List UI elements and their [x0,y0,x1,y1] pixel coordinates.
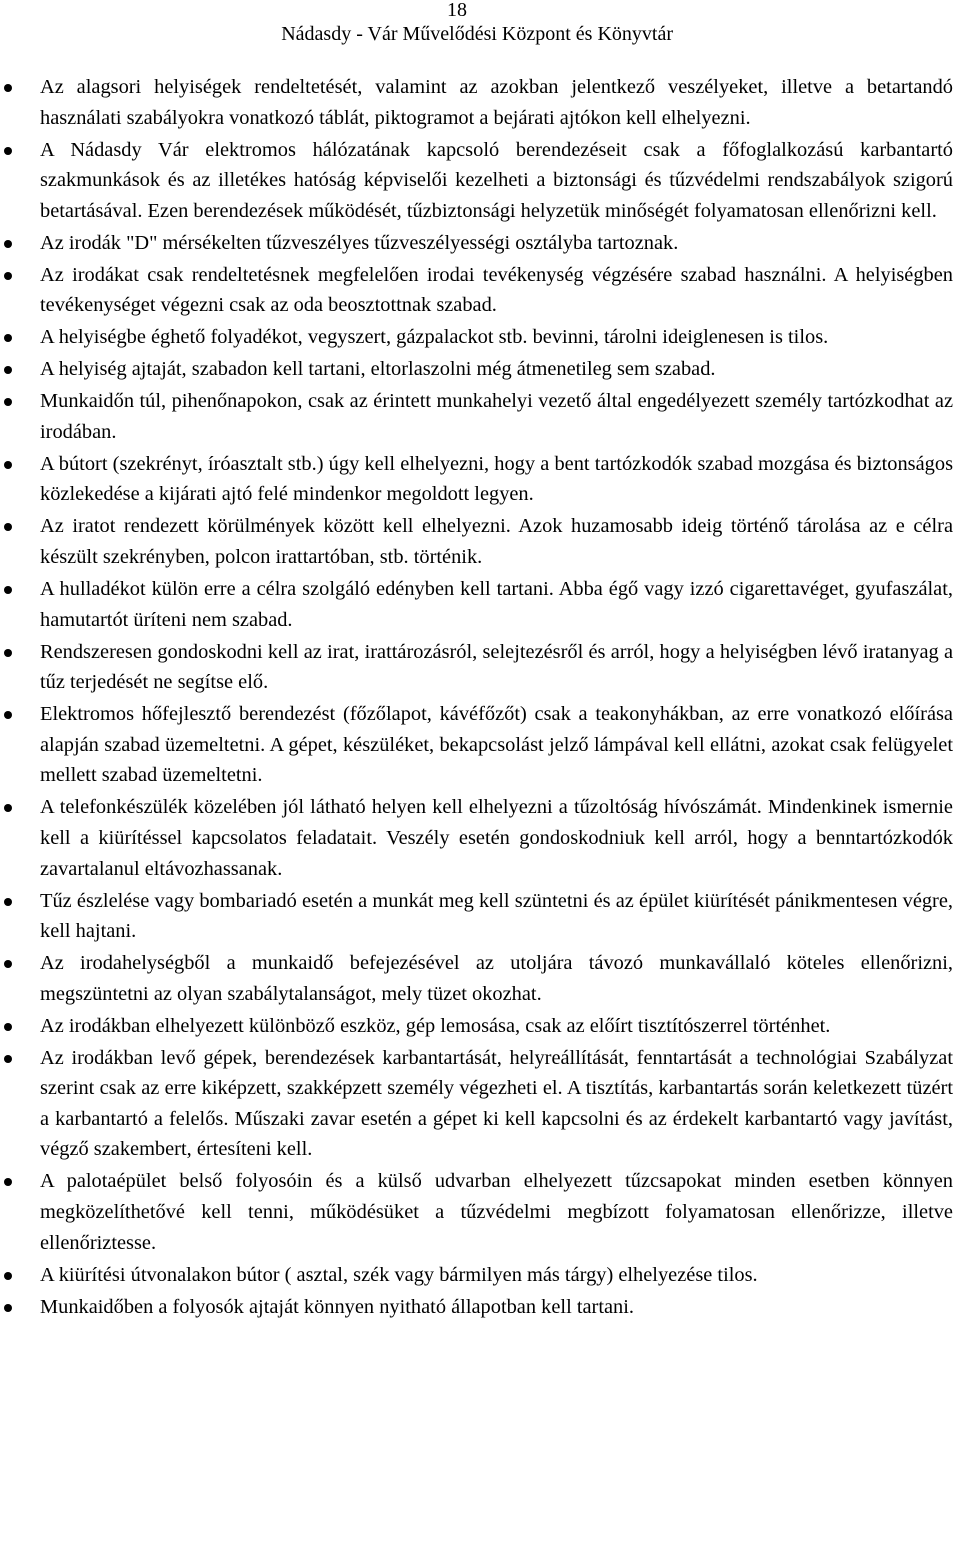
bullet-icon [4,804,12,812]
list-item [0,1292,960,1323]
list-item-text: Munkaidőben a folyosók ajtaját könnyen nyitható állapotban kell tartani. [40,1295,635,1318]
list-item [0,1043,960,1165]
list-item-text: Az irodákat csak rendeltetésnek megfelelően irodai tevékenység végzésére szabad használni. A helyiségben tevékenységet végezni csak az oda beosztottnak szabad. [40,263,953,317]
list-item-text: A palotaépület belső folyosóin és a külső udvarban elhelyezett tűzcsapokat minden esetben könnyen megközelíthetővé kell tenni, működésüket a tűzvédelmi megbízott folyamatosan ellenőrizze, illetve ellenőriztesse. [40,1170,953,1254]
list-item-text: Az iratot rendezett körülmények között kell elhelyezni. Azok huzamosabb ideig történő tárolása az e célra készült szekrényben, polcon irattartóban, stb. történik. [40,515,953,569]
list-item-text: A telefonkészülék közelében jól látható helyen kell elhelyezni a tűzoltóság hívószámát. Mindenkinek ismernie kell a kiürítéssel kapcsolatos feladatait. Veszély esetén gondoskodniuk kell arról, hogy a benntartózkodók zavartalanul eltávozhassanak. [40,796,953,880]
list-item-text: Az irodákban elhelyezett különböző eszköz, gép lemosása, csak az előírt tisztítószerrel történhet. [40,1014,831,1037]
bullet-icon [4,1304,12,1312]
list-item-text: A helyiség ajtaját, szabadon kell tartani, eltorlaszolni még átmenetileg sem szabad. [40,358,716,381]
bullet-icon [4,898,12,906]
list-item [0,1011,960,1042]
bullet-icon [4,586,12,594]
bullet-icon [4,147,12,155]
bullet-icon [4,523,12,531]
bullet-icon [4,334,12,342]
list-item-text: A helyiségbe éghető folyadékot, vegyszert, gázpalackot stb. bevinni, tárolni ideiglenesen is tilos. [40,326,829,349]
list-item-text: Munkaidőn túl, pihenőnapokon, csak az érintett munkahelyi vezető által engedélyezett személy tartózkodhat az irodában. [40,390,953,443]
bullet-icon [4,711,12,719]
bullet-icon [4,366,12,374]
list-item [0,322,960,353]
list-item-text: A kiürítési útvonalakon bútor ( asztal, szék vagy bármilyen más tárgy) elhelyezése tilos. [40,1263,758,1286]
list-item-text: A bútort (szekrényt, íróasztalt stb.) úgy kell elhelyezni, hogy a bent tartózkodók szabad mozgása és biztonságos közlekedése a kijárati ajtó felé mindenkor megoldott legyen. [40,452,953,506]
list-item-text: Az alagsori helyiségek rendeltetését, valamint az azokban jelentkező veszélyeket, illetve a betartandó használati szabályokra vonatkozó táblát, piktogramot a bejárati ajtókon kell elhelyezni. [40,76,953,129]
list-item [0,228,960,259]
list-item [0,449,960,510]
list-item-text: Az irodák "D" mérsékelten tűzveszélyes tűzveszélyességi osztályba tartoznak. [40,231,679,254]
bullet-icon [4,461,12,469]
list-item [0,354,960,385]
bullet-icon [4,649,12,657]
list-item [0,511,960,572]
list-item-text: Rendszeresen gondoskodni kell az irat, irattározásról, selejtezésről és arról, hogy a helyiségben lévő iratanyag a tűz terjedését ne segítse elő. [40,640,953,694]
list-item-text: A Nádasdy Vár elektromos hálózatának kapcsoló berendezéseit csak a főfoglalkozású karbantartó szakmunkások és az illetékes hatóság képviselői kezelheti a biztonsági és tűzvédelmi rendszabályok szigorú betartásával. Ezen berendezések működését, tűzbiztonsági helyzetük minőségét folyamatosan ellenőrizni kell. [40,138,953,222]
bullet-icon [4,1055,12,1063]
list-item [0,699,960,791]
list-item [0,886,960,947]
list-item-text: Az irodákban levő gépek, berendezések karbantartását, helyreállítását, fenntartását a technológiai Szabályzat szerint csak az erre kiképzett, szakképzett személy végezheti el. A tisztítás, karbantartás során keletkezett tüzért a karbantartó a felelős. Műszaki zavar esetén a gépet ki kell kapcsolni és az érdekelt karbantartó vagy javítást, végző szakembert, értesíteni kell. [40,1046,953,1161]
list-item [0,948,960,1009]
institution-name: Nádasdy - Vár Művelődési Központ és Könyvtár [281,23,673,45]
bullet-icon [4,1178,12,1186]
list-item [0,386,960,447]
list-item [0,1260,960,1291]
list-item-text: Az irodahelységből a munkaidő befejezésével az utoljára távozó munkavállaló köteles ellenőrizni, megszüntetni az olyan szabálytalanságot, mely tüzet okozhat. [40,952,953,1005]
list-item [0,1166,960,1258]
list-item [0,72,960,133]
list-item-text: Elektromos hőfejlesztő berendezést (főzőlapot, kávéfőzőt) csak a teakonyhákban, az erre vonatkozó előírása alapján szabad üzemeltetni. A gépet, készüléket, bekapcsolást jelző lámpával kell ellátni, azokat csak felügyelet mellett szabad üzemeltetni. [40,703,953,787]
bullet-icon [4,240,12,248]
list-item [0,637,960,698]
bullet-icon [4,84,12,92]
list-item [0,792,960,884]
list-item [0,574,960,635]
bullet-icon [4,1272,12,1280]
bullet-icon [4,272,12,280]
bullet-icon [4,960,12,968]
bullet-icon [4,398,12,406]
list-item-text: A hulladékot külön erre a célra szolgáló edényben kell tartani. Abba égő vagy izzó cigarettavéget, gyufaszálat, hamutartót üríteni nem szabad. [40,578,953,631]
bullet-icon [4,1023,12,1031]
list-item-text: Tűz észlelése vagy bombariadó esetén a munkát meg kell szüntetni és az épület kiürítését pánikmentesen végre, kell hajtani. [40,889,953,943]
list-item [0,135,960,227]
list-item [0,260,960,321]
page-header [0,0,960,50]
page-content [0,72,960,1324]
page-number: 18 [447,0,467,21]
fire-safety-rules-list [0,72,960,1322]
